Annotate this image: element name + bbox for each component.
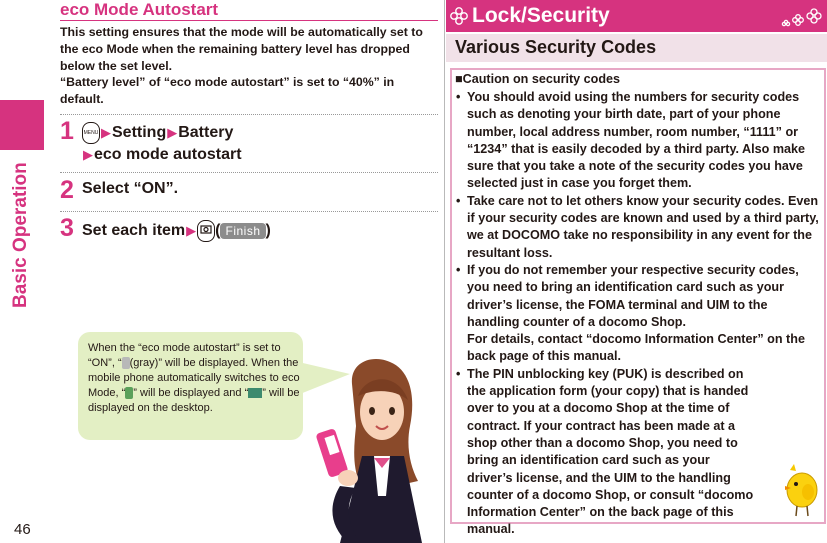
woman-with-phone-illustration <box>300 356 440 543</box>
heading-underline <box>60 20 438 21</box>
list-item-text: If you do not remember your respective security codes, you need to bring an identification card such as your driver’s license, the FOMA terminal and UIM to the handling counter of a docomo Shop. <box>467 262 799 329</box>
list-item: • You should avoid using the numbers for security codes such as denoting your birth date, part of your phone number, local address number, room number, “1111” or “1234” that is easily decoded by a third party. Also make sure that you take a note of the security codes you have selected just in case you forget them. <box>455 89 820 193</box>
default-note: “Battery level” of “eco mode autostart” is set to “40%” in default. <box>60 75 395 107</box>
step-number-1: 1 <box>60 117 74 145</box>
step-1-setting: Setting <box>112 124 167 142</box>
eco-mode-description <box>60 24 440 108</box>
description-paragraph: This setting ensures that the mode will be automatically set to the eco Mode when the remaining battery level has dropped below the set level. <box>60 25 423 73</box>
step-3-instruction <box>82 220 271 242</box>
step-number-3: 3 <box>60 214 74 242</box>
chick-mascot-illustration <box>782 462 822 518</box>
step-1-battery: Battery <box>178 124 234 142</box>
arrow-right-icon: ▶ <box>101 125 111 141</box>
caution-list <box>455 89 820 539</box>
list-item: • Take care not to let others know your security codes. Even if your security codes are known and used by a third party, we at DOCOMO take no responsibility in any event for the resultant loss. <box>455 193 820 262</box>
eco-desktop-icon <box>248 388 262 398</box>
step-1-instruction-cont <box>82 146 242 164</box>
section-tab-marker <box>0 100 44 150</box>
section-title: Lock/Security <box>472 4 610 27</box>
column-divider <box>444 0 445 543</box>
page-number: 46 <box>14 521 31 538</box>
arrow-right-icon: ▶ <box>167 125 178 141</box>
arrow-right-icon: ▶ <box>83 147 93 162</box>
camera-key-icon <box>197 220 215 242</box>
arrow-right-icon: ▶ <box>186 223 197 239</box>
list-item-extra: For details, contact “docomo Information Center” on the back page of this manual. <box>467 332 805 364</box>
paren-open: ( <box>215 222 221 240</box>
paren-close: ) <box>265 222 271 240</box>
menu-key-icon: MENU <box>82 122 100 144</box>
list-item: • The PIN unblocking key (PUK) is described on the application form (your copy) that is handed over to you at a docomo Shop at the time of contract. If your contract has been made at a shop other than a docomo Shop, you need to bring an identification card such as your driver’s license, and the UIM to the handling counter of a docomo Shop, or consult “docomo Information Center” on the back page of this manual. <box>455 366 820 539</box>
flower-icon <box>450 7 468 25</box>
list-item <box>455 262 820 366</box>
step-3-text: Set each item <box>82 222 186 240</box>
step-2-instruction: Select “ON”. <box>82 180 179 197</box>
step-divider <box>60 211 438 212</box>
step-1-instruction <box>82 122 233 144</box>
eco-gray-icon <box>122 357 130 369</box>
step-1-eco-mode-autostart: eco mode autostart <box>94 146 242 163</box>
step-number-2: 2 <box>60 176 74 204</box>
flower-decoration-icon <box>778 4 824 28</box>
tip-bubble-text: When the “eco mode autostart” is set to “ON”, “ (gray)” will be displayed. When the mobile phone automatically switches to eco Mode, “ ” will be displayed and “ ” will be displayed on the desktop. <box>88 342 300 414</box>
step-divider <box>60 114 438 115</box>
caution-heading: ■Caution on security codes <box>455 72 621 86</box>
section-tab-label: Basic Operation <box>10 162 31 308</box>
finish-softkey: Finish <box>220 223 265 239</box>
eco-mode-heading: eco Mode Autostart <box>60 0 219 19</box>
step-divider <box>60 172 438 173</box>
subsection-title: Various Security Codes <box>455 37 657 57</box>
